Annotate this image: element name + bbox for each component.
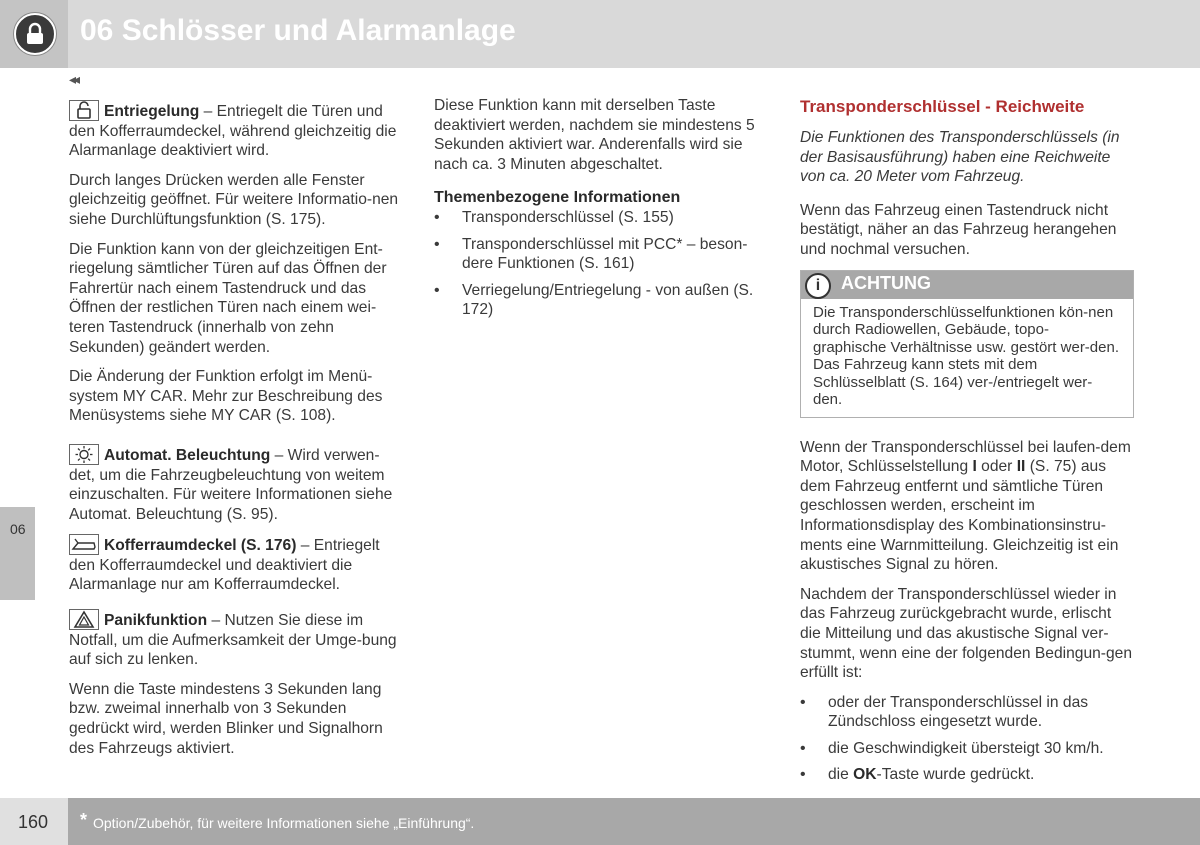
unlock-button-icon xyxy=(69,100,99,121)
related-info-list xyxy=(434,208,764,320)
trunk-text: – Entriegelt den Kofferraumdeckel und deaktiviert die Alarmanlage nur am Kofferraumdeckel. xyxy=(69,537,380,594)
condition-item xyxy=(800,765,1134,785)
text-fragment: die xyxy=(828,766,854,784)
trunk-button-icon xyxy=(69,534,99,555)
key-position-ii: II xyxy=(1016,458,1026,476)
chapter-tab-label: 06 xyxy=(10,521,26,537)
warning-text: Die Transponderschlüsselfunktionen kön-nen durch Radiowellen, Gebäude, topo-graphische Verhältnisse usw. gestört wer-den. Das Fahrzeug kann stets mit dem Schlüsselblatt (S. 164) ver-/entriegelt wer-den. xyxy=(813,303,1119,409)
column-2 xyxy=(434,96,764,327)
section-heading: Transponderschlüssel - Reichweite xyxy=(800,97,1085,116)
page-title: 06 Schlösser und Alarmanlage xyxy=(80,14,516,47)
text-fragment: oder xyxy=(976,458,1017,476)
ok-button-label: OK xyxy=(853,766,877,784)
page-footer xyxy=(68,798,1200,845)
trunk-label: Kofferraumdeckel (S. 176) xyxy=(104,537,297,555)
text-fragment: -Taste wurde gedrückt. xyxy=(876,766,1035,784)
warning-header xyxy=(801,271,1133,299)
warning-box xyxy=(800,270,1134,418)
paragraph-unlock-mode: Die Funktion kann von der gleichzeitigen Ent-riegelung sämtlicher Türen auf das Öffnen der Fahrertür nach einem Tastendruck und das Öffnen der restlichen Türen nach einem wei-teren Tastendruck (innerhalb von zehn Sekunden) geändert werden. xyxy=(69,240,387,356)
panic-button-icon xyxy=(69,609,99,630)
light-button-icon xyxy=(69,444,99,465)
related-info-link[interactable]: • Transponderschlüssel (S. 155) xyxy=(434,208,764,228)
panic-label: Panikfunktion xyxy=(104,612,208,630)
paragraph-unlock xyxy=(69,100,399,161)
condition-item: • oder der Transponderschlüssel in das Zündschloss eingesetzt wurde. xyxy=(800,693,1134,732)
text-fragment: (S. 75) aus dem Fahrzeug entfernt und sämtliche Türen geschlossen werden, erscheint im Informationsdisplay des Kombinationsinstru-ments eine Warnmitteilung. Gleichzeitig ist ein akustisches Signal zu hören. xyxy=(800,458,1119,574)
paragraph-key-removed xyxy=(800,438,1134,575)
paragraph-panic-detail: Wenn die Taste mindestens 3 Sekunden lang bzw. zweimal innerhalb von 3 Sekunden gedrückt wird, werden Blinker und Signalhorn des Fahrzeugs aktiviert. xyxy=(69,680,383,757)
footnote-text: Option/Zubehör, für weitere Informationen siehe „Einführung“. xyxy=(93,815,475,831)
paragraph-windows: Durch langes Drücken werden alle Fenster gleichzeitig geöffnet. Für weitere Informatio-nen siehe Durchlüftungsfunktion (S. 175). xyxy=(69,171,399,228)
key-position-i: I xyxy=(972,458,977,476)
paragraph-retry: Wenn das Fahrzeug einen Tastendruck nicht bestätigt, näher an das Fahrzeug herangehen und nochmal versuchen. xyxy=(800,201,1117,258)
related-info-heading: Themenbezogene Informationen xyxy=(434,189,681,207)
column-1 xyxy=(69,100,399,768)
footnote-star: * xyxy=(80,810,88,830)
paragraph-key-returned: Nachdem der Transponderschlüssel wieder in das Fahrzeug zurückgebracht wurde, erlischt die Mitteilung und das akustische Signal ver-stummt, wenn eine der folgenden Bedingun-gen erfüllt ist: xyxy=(800,585,1133,682)
paragraph-trunk xyxy=(69,534,399,595)
text-fragment: Wenn der Transponderschlüssel bei laufen-dem Motor, Schlüsselstellung xyxy=(800,438,1131,476)
related-info-link[interactable]: • Verriegelung/Entriegelung - von außen (S. 172) xyxy=(434,281,764,320)
lighting-label: Automat. Beleuchtung xyxy=(104,446,271,464)
header-icon-block xyxy=(0,0,68,68)
info-icon: i xyxy=(805,273,831,299)
conditions-list xyxy=(800,693,1134,785)
chapter-tab[interactable] xyxy=(0,507,35,600)
related-info-link[interactable]: • Transponderschlüssel mit PCC* – beson-dere Funktionen (S. 161) xyxy=(434,235,764,274)
paragraph-menu: Die Änderung der Funktion erfolgt im Menü-system MY CAR. Mehr zur Beschreibung des Menüsystems siehe MY CAR (S. 108). xyxy=(69,368,383,425)
paragraph-lighting xyxy=(69,444,399,524)
lighting-text: – Wird verwen-det, um die Fahrzeugbeleuchtung von weitem einzuschalten. Für weitere Informationen siehe Automat. Beleuchtung (S. 95). xyxy=(69,446,393,523)
paragraph-deactivate: Diese Funktion kann mit derselben Taste deaktiviert werden, nachdem sie mindestens 5 Sekunden aktiviert war. Anderenfalls wird sie nach ca. 3 Minuten abgeschaltet. xyxy=(434,97,755,173)
page-number: 160 xyxy=(18,812,49,832)
panic-text: – Nutzen Sie diese im Notfall, um die Aufmerksamkeit der Umge-bung auf sich zu lenken. xyxy=(69,612,397,669)
page-number-box xyxy=(0,798,68,845)
warning-title: ACHTUNG xyxy=(841,272,931,293)
section-intro: Die Funktionen des Transponderschlüssels (in der Basisausführung) haben eine Reichweite von ca. 20 Meter vom Fahrzeug. xyxy=(800,129,1120,186)
paragraph-panic xyxy=(69,609,399,670)
unlock-text: – Entriegelt die Türen und den Kofferraumdeckel, während gleichzeitig die Alarmanlage deaktiviert wird. xyxy=(69,103,397,160)
page-header xyxy=(0,0,1200,68)
column-3 xyxy=(800,96,1134,792)
back-nav-icon[interactable]: ◂◂ xyxy=(69,71,78,87)
unlock-label: Entriegelung xyxy=(104,103,200,120)
condition-item: • die Geschwindigkeit übersteigt 30 km/h. xyxy=(800,739,1134,759)
lock-icon xyxy=(14,13,56,55)
